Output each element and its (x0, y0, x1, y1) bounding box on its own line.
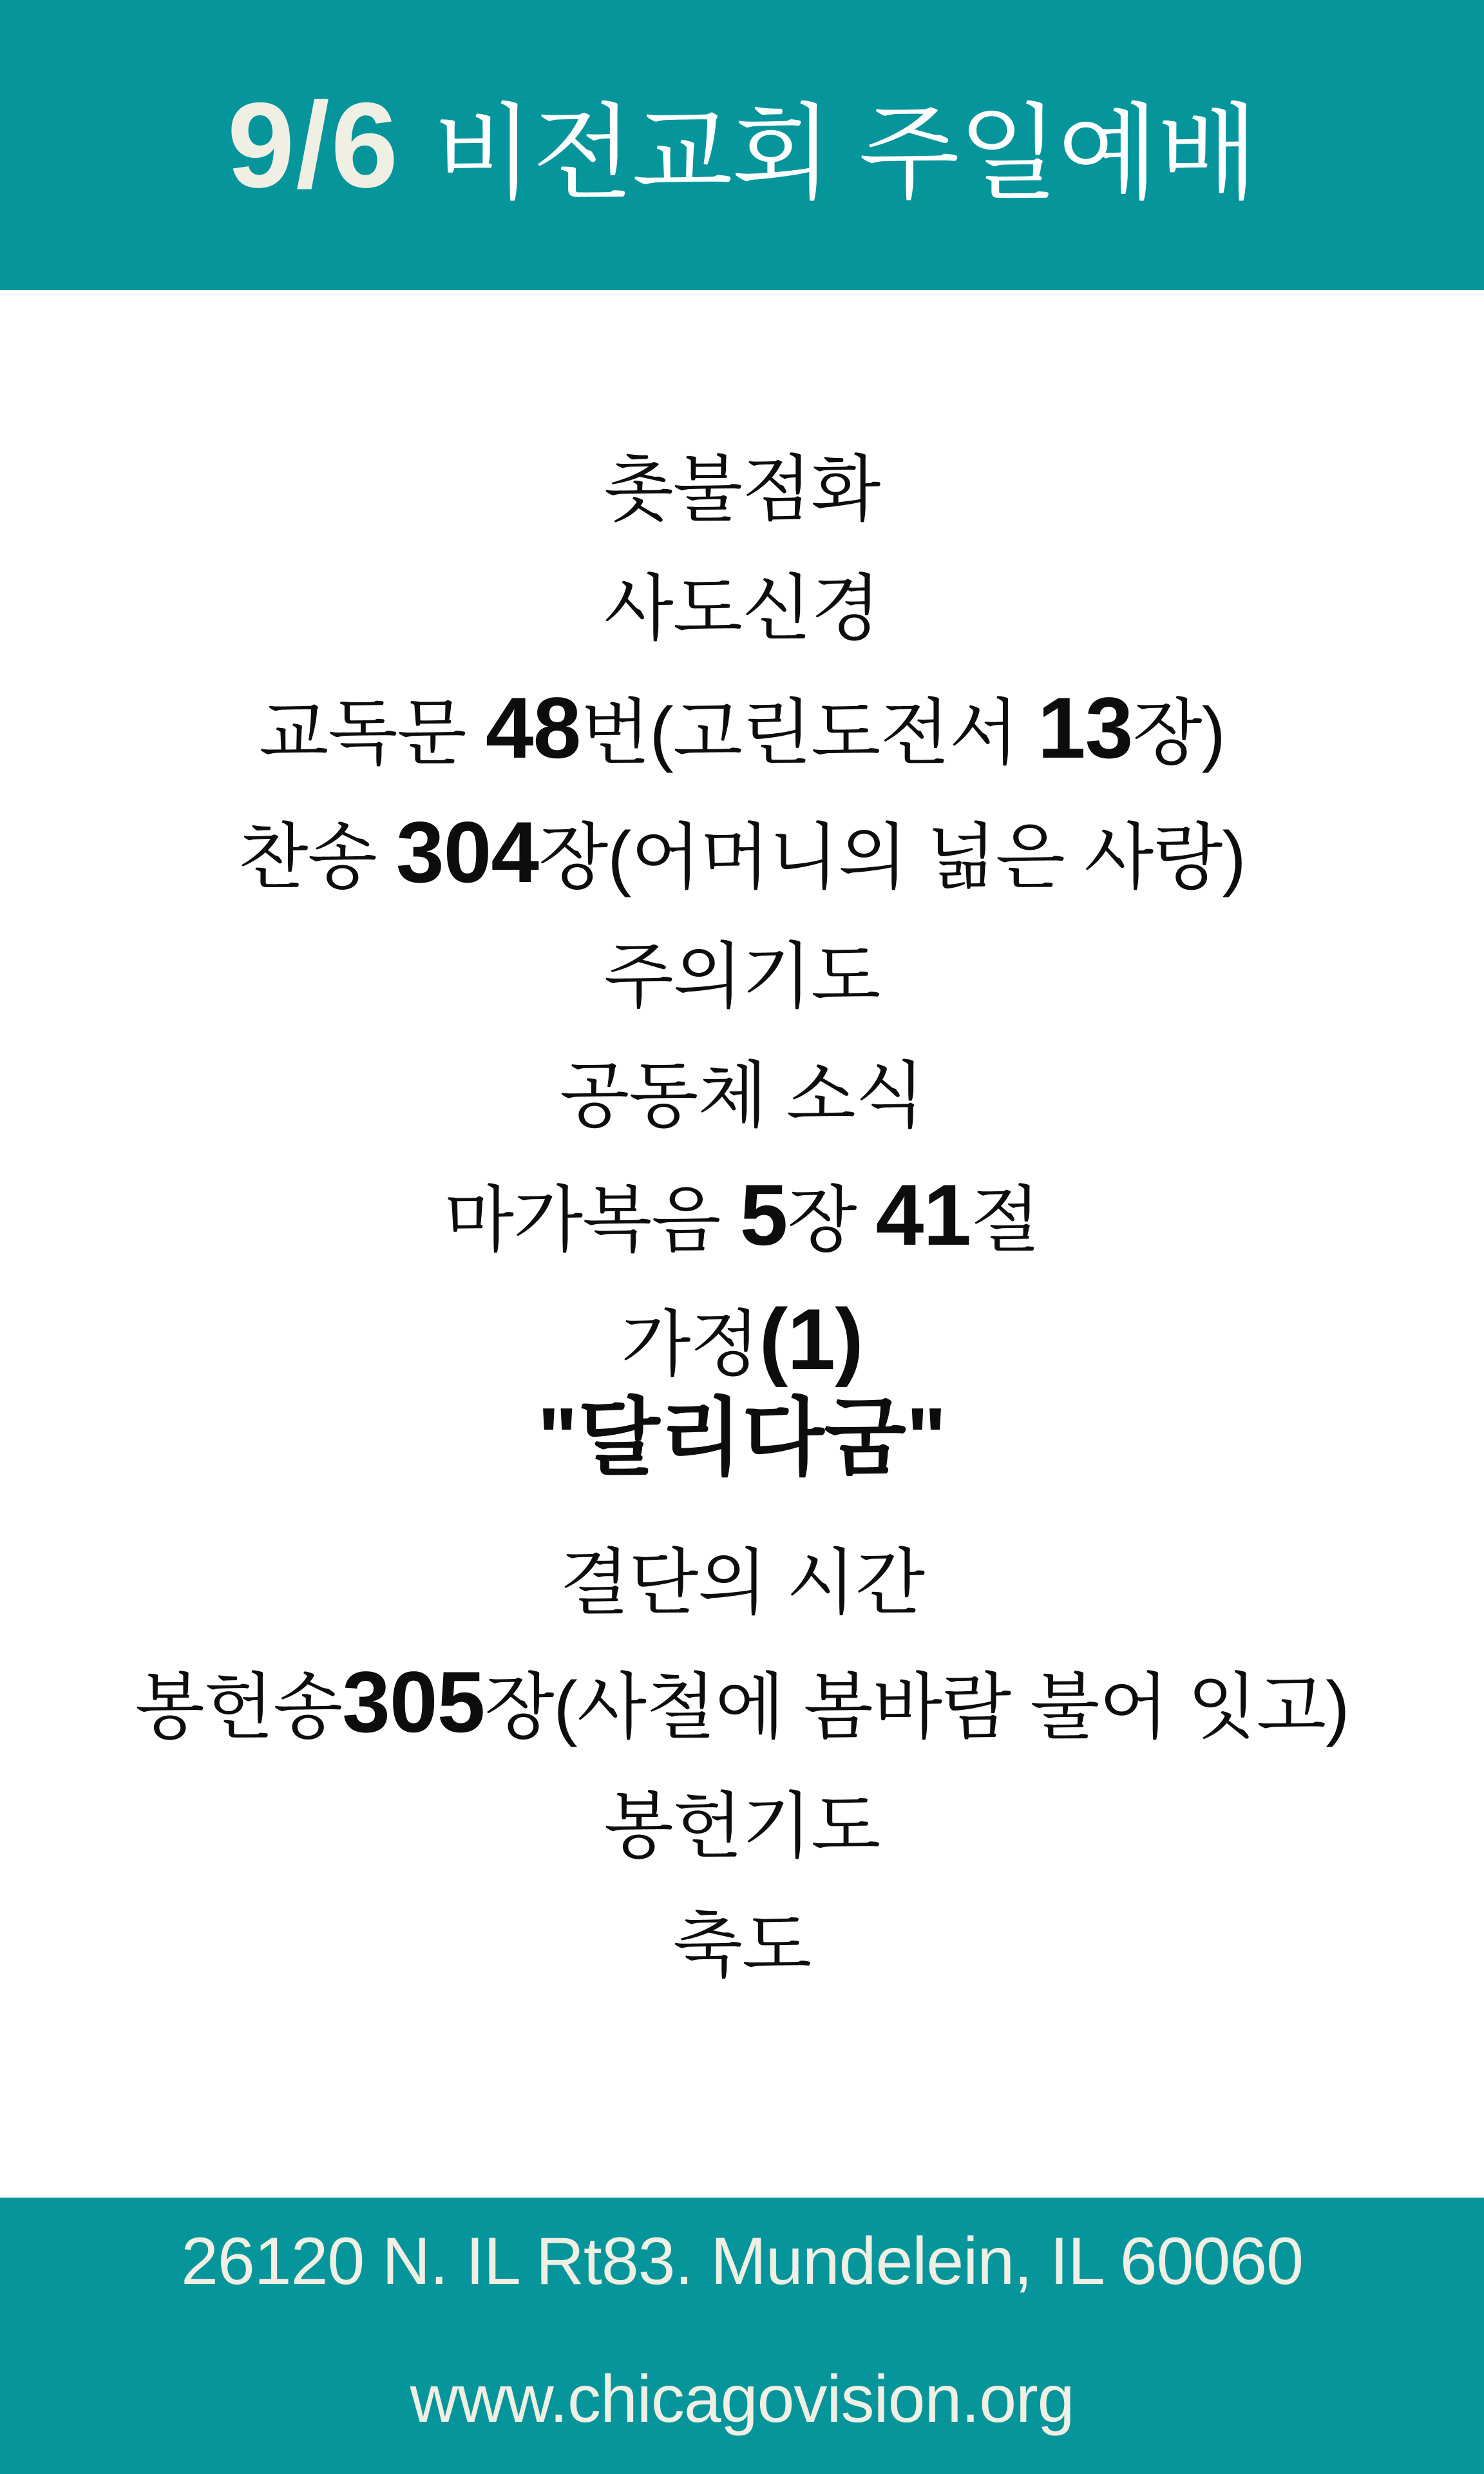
page-title (227, 70, 1257, 220)
program-text: 공동체 소식 (559, 1055, 925, 1136)
program-number: 5 (739, 1167, 788, 1263)
program-item (604, 567, 880, 651)
program-number: 48 (485, 680, 581, 776)
program-text: 결단의 시간 (559, 1542, 925, 1623)
program-number: 305 (342, 1654, 485, 1750)
service-title: 비전교회 주일예배 (433, 95, 1257, 212)
program-text: 번(고린도전서 (580, 693, 1038, 773)
program-item (135, 1654, 1349, 1750)
program-number: "달리다굼" (537, 1390, 947, 1485)
program-item (444, 1167, 1040, 1263)
program-text: 절 (971, 1180, 1040, 1260)
program-item (604, 1785, 880, 1868)
sermon-title (537, 1390, 946, 1486)
program-number: 304 (395, 804, 539, 901)
program-text: 찬송 (238, 817, 396, 897)
program-text: 교독문 (259, 693, 486, 773)
program-number: 41 (875, 1167, 971, 1263)
program-item (560, 1541, 924, 1625)
program-text: 축도 (672, 1905, 812, 1986)
program-text: 장 (787, 1180, 876, 1260)
program-number: (1) (759, 1291, 863, 1388)
program-item (259, 680, 1225, 776)
program-text: 사도신경 (604, 568, 880, 649)
program-number: 13 (1037, 680, 1133, 776)
program-text: 마가복음 (444, 1180, 740, 1260)
church-website: www.chicagovision.org (410, 2362, 1074, 2437)
church-address: 26120 N. IL Rt83. Mundelein, IL 60060 (181, 2224, 1303, 2299)
program-text: 봉헌기도 (604, 1786, 880, 1866)
program-text: 봉헌송 (135, 1667, 343, 1747)
service-date: 9/6 (227, 77, 400, 213)
program-item (604, 448, 880, 532)
program-text: 촛불점화 (604, 449, 880, 530)
program-text: 주의기도 (604, 936, 880, 1017)
program-item (560, 1054, 924, 1138)
footer-banner (0, 2198, 1484, 2474)
program-item (604, 935, 880, 1019)
program-item (621, 1291, 863, 1388)
program-text: 장(어머니의 넒은 사랑) (538, 817, 1246, 897)
program-list (0, 290, 1484, 2198)
program-text: 장) (1132, 693, 1225, 773)
program-text: 장(사철에 봄바람 불어 잇고) (484, 1667, 1349, 1747)
program-item (673, 1904, 811, 1988)
program-text: 가정 (621, 1304, 759, 1385)
header-banner (0, 0, 1484, 290)
program-item (238, 804, 1246, 901)
